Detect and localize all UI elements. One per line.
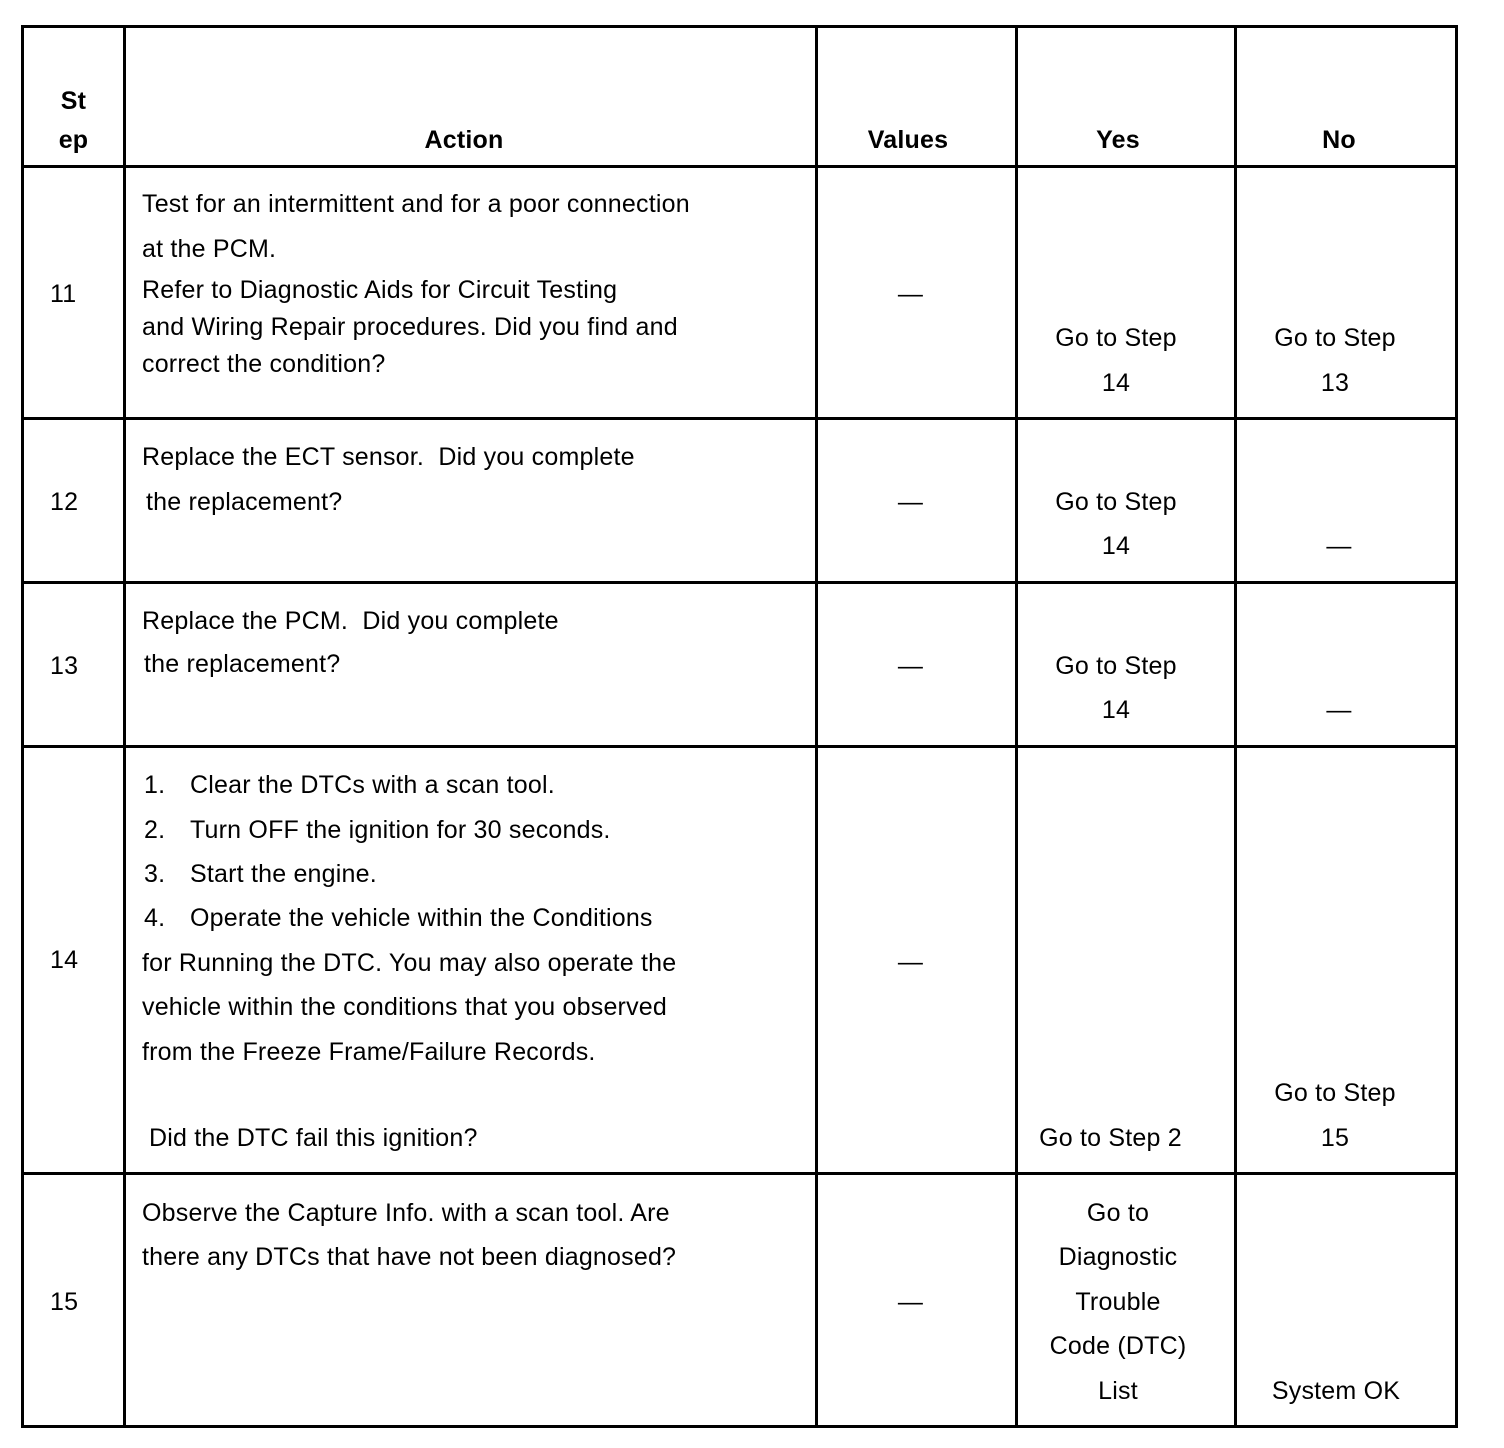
row-14-list-text-4: Operate the vehicle within the Conditions	[190, 904, 653, 932]
table-border-top	[21, 25, 1458, 28]
table-border-left	[21, 25, 24, 1428]
row-13-step: 13	[50, 652, 79, 680]
row-11-action-line-2: at the PCM.	[142, 235, 277, 263]
row-14-action-line-1: for Running the DTC. You may also operate the	[142, 949, 677, 977]
header-values: Values	[867, 126, 949, 154]
row-13-action-line-1: Replace the PCM. Did you complete	[142, 607, 559, 635]
row-15-step: 15	[50, 1288, 79, 1316]
row-14-no-line-1: Go to Step	[1274, 1079, 1396, 1107]
row-15-value: —	[897, 1288, 924, 1316]
row-15-action-line-1: Observe the Capture Info. with a scan tool. Are	[142, 1199, 670, 1227]
yes-column-divider	[1234, 25, 1237, 1428]
row-14-list-text-2: Turn OFF the ignition for 30 seconds.	[190, 816, 611, 844]
row-12-value: —	[897, 488, 924, 516]
header-step-line-2: ep	[58, 126, 89, 154]
row-14-yes: Go to Step 2	[1039, 1124, 1182, 1152]
row-12-action-line-1: Replace the ECT sensor. Did you complete	[142, 443, 635, 471]
row-14-step: 14	[50, 946, 79, 974]
row-15-yes-line-3: Trouble	[1075, 1288, 1161, 1316]
row-15-no: System OK	[1271, 1377, 1401, 1405]
row-11-no-line-2: 13	[1320, 369, 1350, 397]
row-13-yes-line-2: 14	[1101, 696, 1131, 724]
row-11-value: —	[897, 280, 924, 308]
row-13-value: —	[897, 652, 924, 680]
row-14-list-num-1: 1.	[144, 771, 166, 799]
row-15-yes-line-1: Go to	[1086, 1199, 1150, 1227]
row-14-value: —	[897, 948, 924, 976]
row-14-action-line-3: from the Freeze Frame/Failure Records.	[142, 1038, 596, 1066]
row-14-list-num-2: 2.	[144, 816, 166, 844]
row-13-no: —	[1326, 696, 1352, 724]
row-14-action-line-2: vehicle within the conditions that you observed	[142, 993, 667, 1021]
row-11-yes-line-1: Go to Step	[1055, 324, 1177, 352]
row-11-action-line-5: correct the condition?	[142, 350, 386, 378]
row-13-bottom-border	[21, 745, 1458, 748]
row-15-action-line-2: there any DTCs that have not been diagnosed?	[142, 1243, 677, 1271]
row-12-yes-line-2: 14	[1101, 532, 1131, 560]
row-14-bottom-border	[21, 1172, 1458, 1175]
row-11-action-line-1: Test for an intermittent and for a poor connection	[142, 190, 690, 218]
row-11-bottom-border	[21, 417, 1458, 420]
table-border-bottom	[21, 1425, 1458, 1428]
row-12-bottom-border	[21, 581, 1458, 584]
row-14-no-line-2: 15	[1320, 1124, 1350, 1152]
row-15-yes-line-2: Diagnostic	[1058, 1243, 1178, 1271]
row-13-yes-line-1: Go to Step	[1055, 652, 1177, 680]
header-yes: Yes	[1096, 126, 1140, 154]
step-column-divider	[123, 25, 126, 1428]
row-12-no: —	[1326, 532, 1352, 560]
row-14-list-num-4: 4.	[144, 904, 166, 932]
header-action: Action	[424, 126, 504, 154]
row-14-action-line-4: Did the DTC fail this ignition?	[149, 1124, 478, 1152]
header-no: No	[1322, 126, 1356, 154]
row-11-action-line-4: and Wiring Repair procedures. Did you find and	[142, 313, 678, 341]
row-12-step: 12	[50, 488, 79, 516]
row-11-action-line-3: Refer to Diagnostic Aids for Circuit Testing	[142, 276, 618, 304]
row-15-yes-line-4: Code (DTC)	[1049, 1332, 1187, 1360]
row-12-yes-line-1: Go to Step	[1055, 488, 1177, 516]
row-11-step: 11	[50, 280, 77, 308]
action-column-divider	[815, 25, 818, 1428]
row-13-action-line-2: the replacement?	[144, 650, 341, 678]
row-11-yes-line-2: 14	[1101, 369, 1131, 397]
row-14-list-text-1: Clear the DTCs with a scan tool.	[190, 771, 555, 799]
header-step-line-1: St	[60, 87, 87, 115]
row-14-list-text-3: Start the engine.	[190, 860, 377, 888]
header-bottom-border	[21, 165, 1458, 168]
row-15-yes-line-5: List	[1098, 1377, 1138, 1405]
row-11-no-line-1: Go to Step	[1274, 324, 1396, 352]
table-border-right	[1455, 25, 1458, 1428]
row-12-action-line-2: the replacement?	[146, 488, 343, 516]
row-14-list-num-3: 3.	[144, 860, 166, 888]
